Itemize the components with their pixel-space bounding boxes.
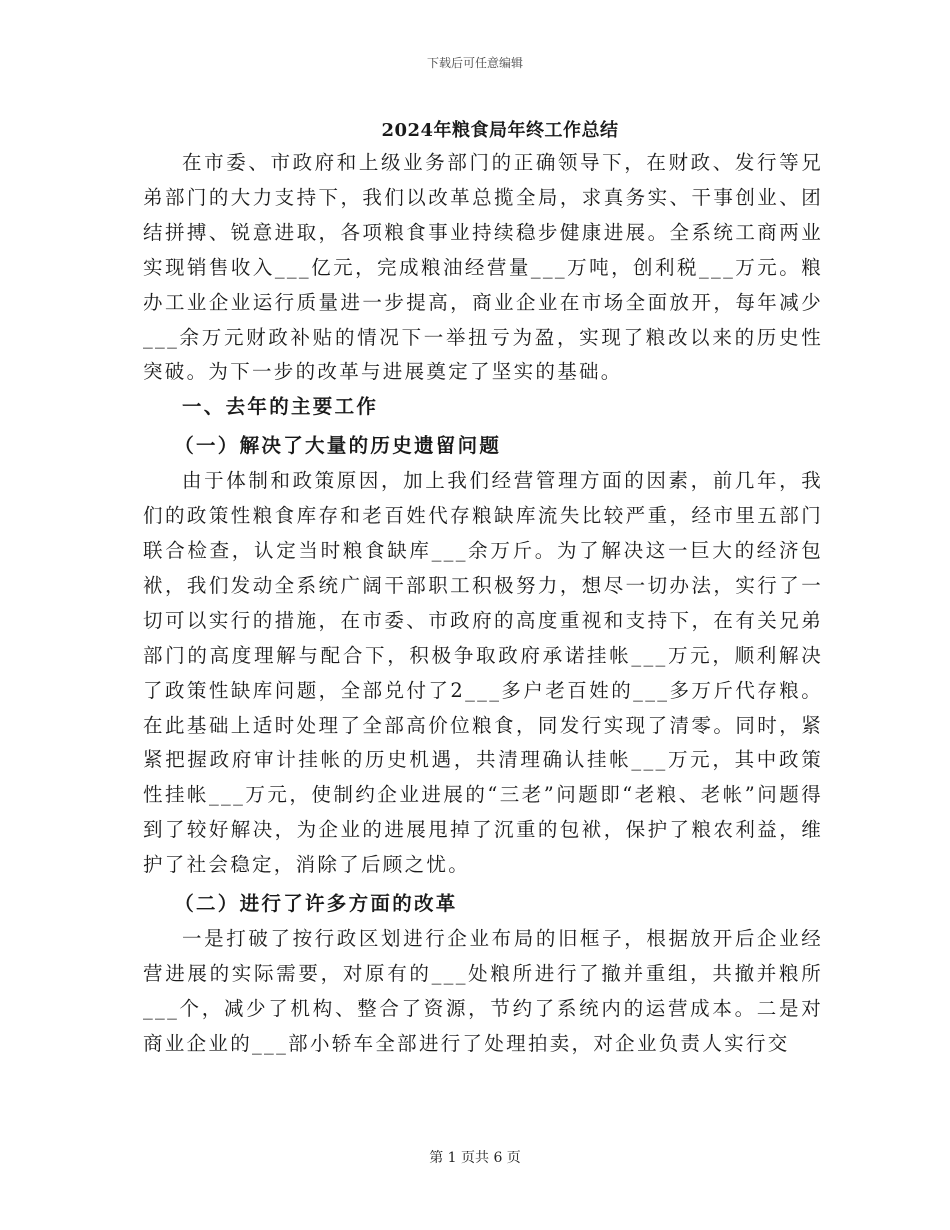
subsection-heading-2: （二）进行了许多方面的改革 (174, 892, 458, 916)
document-title: 2024年粮食局年终工作总结 (381, 120, 619, 141)
intro-paragraph: 在市委、市政府和上级业务部门的正确领导下，在财政、发行等兄弟部门的大力支持下，我们以改革总揽全局，求真务实、干事创业、团结拼搏、锐意进取，各项粮食事业持续稳步健康进展。全系统工商两业实现销售收入___亿元，完成粮油经营量___万吨，创利税___万元。粮办工业企业运行质量进一步提高，商业企业在市场全面放开，每年减少___余万元财政补贴的情况下一举扭亏为盈，实现了粮改以来的历史性突破。为下一步的改革与进展奠定了坚实的基础。 (143, 151, 823, 384)
section-heading-1: 一、去年的主要工作 (182, 395, 379, 419)
subsection-paragraph-1: 由于体制和政策原因，加上我们经营管理方面的因素，前几年，我们的政策性粮食库存和老百姓代存粮缺库流失比较严重，经市里五部门联合检查，认定当时粮食缺库___余万斤。为了解决这一巨大的经济包袱，我们发动全系统广阔干部职工积极努力，想尽一切办法，实行了一切可以实行的措施，在市委、市政府的高度重视和支持下，在有关兄弟部门的高度理解与配合下，积极争取政府承诺挂帐___万元，顺利解决了政策性缺库问题，全部兑付了2___多户老百姓的___多万斤代存粮。在此基础上适时处理了全部高价位粮食，同发行实现了清零。同时，紧紧把握政府审计挂帐的历史机遇，共清理确认挂帐___万元，其中政策性挂帐___万元，使制约企业进展的“三老”问题即“老粮、老帐”问题得到了较好解决，为企业的进展甩掉了沉重的包袱，保护了粮农利益，维护了社会稳定，消除了后顾之忧。 (143, 469, 823, 877)
header-note: 下载后可任意编辑 (426, 56, 523, 70)
subsection-paragraph-2: 一是打破了按行政区划进行企业布局的旧框子，根据放开后企业经营进展的实际需要，对原有的___处粮所进行了撤并重组，共撤并粮所___个，减少了机构、整合了资源，节约了系统内的运营成本。二是对商业企业的___部小轿车全部进行了处理拍卖，对企业负责人实行交 (143, 926, 823, 1055)
subsection-heading-1: （一）解决了大量的历史遗留问题 (174, 434, 502, 458)
page-number: 第 1 页共 6 页 (429, 1150, 521, 1166)
document-body (143, 146, 823, 1062)
